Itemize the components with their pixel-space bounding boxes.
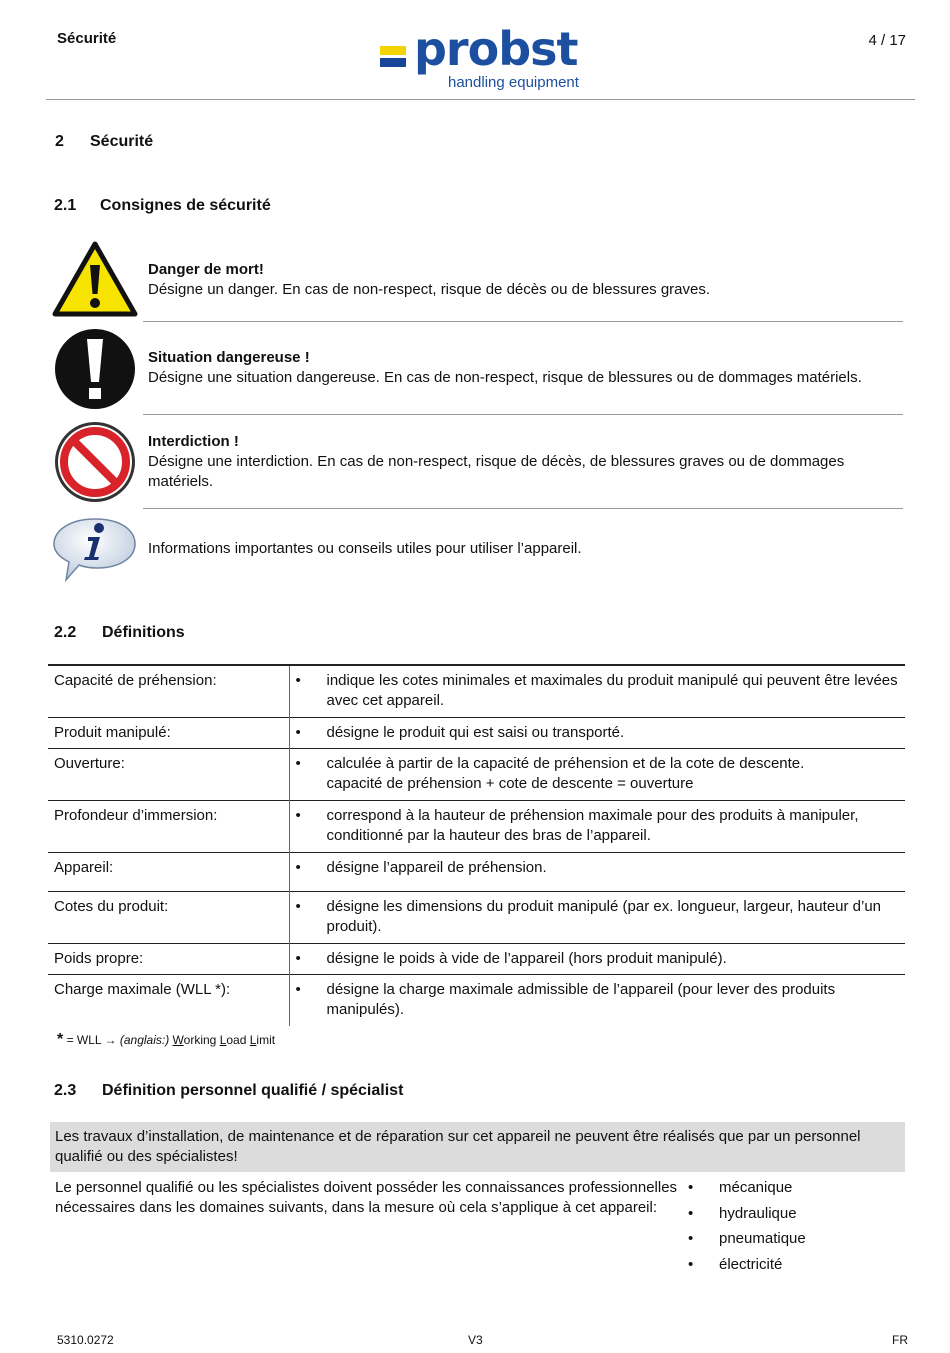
definition-value: désigne les dimensions du produit manipulé (par ex. longueur, largeur, hauteur d’un produit). (326, 897, 882, 935)
definition-term: Poids propre: (48, 943, 289, 974)
page-number: 4 / 17 (868, 32, 906, 49)
definition-text (289, 891, 905, 943)
list-item (686, 1178, 806, 1198)
domain-label: pneumatique (719, 1230, 806, 1247)
bullet: • (295, 806, 301, 824)
qualified-domains-list (686, 1178, 806, 1280)
prohibition-icon (52, 420, 138, 504)
bullet: • (295, 949, 301, 967)
subsection-heading-safety (54, 197, 271, 215)
subsection-number: 2.3 (54, 1082, 77, 1099)
definition-value: désigne la charge maximale admissible de l’appareil (pour lever des produits manipulés). (326, 980, 836, 1018)
definition-term: Cotes du produit: (48, 891, 289, 943)
definition-text (289, 943, 905, 974)
definition-term: Profondeur d’immersion: (48, 800, 289, 852)
table-row (48, 717, 905, 748)
subsection-heading-definitions (54, 624, 185, 642)
footnote-expansion: Working Load Limit (172, 1033, 276, 1047)
domain-label: électricité (719, 1255, 783, 1273)
footer-version: V3 (468, 1333, 483, 1347)
subsection-title: Consignes de sécurité (100, 197, 271, 214)
info-bubble-icon (52, 516, 138, 584)
bullet: • (688, 1179, 694, 1196)
list-item (686, 1229, 806, 1249)
definition-value: désigne le poids à vide de l’appareil (hors produit manipulé). (326, 949, 727, 967)
logo-blue-bar (380, 58, 406, 67)
header-section-label: Sécurité (57, 30, 117, 47)
domain-label: mécanique (719, 1179, 793, 1196)
domain-label: hydraulique (719, 1204, 797, 1222)
dangerous-situation-title: Situation dangereuse ! (148, 349, 310, 366)
bullet: • (295, 858, 301, 876)
definition-text (289, 974, 905, 1026)
bullet: • (295, 723, 301, 741)
divider (143, 508, 903, 509)
logo-yellow-bar (380, 46, 406, 55)
list-item (686, 1204, 806, 1224)
bullet: • (295, 980, 301, 998)
definition-value: calculée à partir de la capacité de préhension et de la cote de descente. (326, 754, 805, 772)
footnote-abbr: = WLL (66, 1033, 102, 1047)
table-row (48, 665, 905, 717)
section-number: 2 (55, 133, 64, 150)
subsection-title: Définition personnel qualifié / spécialist (102, 1082, 404, 1099)
table-row (48, 748, 905, 800)
section-title: Sécurité (90, 133, 154, 150)
bullet: • (688, 1255, 694, 1273)
bullet: • (295, 672, 301, 689)
info-description: Informations importantes ou conseils utiles pour utiliser l’appareil. (148, 540, 582, 557)
definition-text (289, 800, 905, 852)
footnote-language: (anglais:) (119, 1033, 170, 1047)
section-heading (55, 133, 153, 151)
table-row (48, 974, 905, 1026)
definition-value: indique les cotes minimales et maximales du produit manipulé qui peuvent être levées avec cet appareil. (326, 672, 898, 709)
dangerous-situation-description: Désigne une situation dangereuse. En cas de non-respect, risque de blessures ou de dommages matériels. (148, 369, 862, 386)
definition-value: désigne le produit qui est saisi ou transporté. (326, 723, 625, 741)
header-divider (46, 99, 915, 100)
qualified-intro: Le personnel qualifié ou les spécialistes doivent posséder les connaissances professionnelles nécessaires dans les domaines suivants, dans la mesure où cela s’applique à cet appareil: (55, 1179, 678, 1216)
definition-term: Charge maximale (WLL *): (48, 974, 289, 1026)
prohibition-text-block (148, 432, 888, 492)
definition-term: Ouverture: (48, 748, 289, 800)
warning-triangle-icon (52, 241, 138, 317)
definition-value: désigne l’appareil de préhension. (326, 858, 547, 876)
prohibition-title: Interdiction ! (148, 433, 239, 450)
definition-text (289, 852, 905, 891)
qualified-notice: Les travaux d’installation, de maintenance et de réparation sur cet appareil ne peuvent être réalisés que par un personnel qualifié ou des spécialistes! (50, 1122, 905, 1172)
divider (143, 414, 903, 415)
definition-value: correspond à la hauteur de préhension maximale pour des produits à manipuler, conditionné par la hauteur des bras de l’appareil. (326, 806, 859, 844)
bullet: • (688, 1204, 694, 1222)
logo-tagline: handling equipment (448, 74, 579, 91)
subsection-number: 2.1 (54, 197, 77, 214)
exclamation-circle-icon (52, 327, 138, 411)
dangerous-situation-text-block (148, 348, 888, 388)
footer-language: FR (892, 1333, 908, 1347)
subsection-number: 2.2 (54, 624, 77, 641)
definitions-table (48, 664, 905, 1026)
subsection-title: Définitions (102, 624, 185, 641)
prohibition-description: Désigne une interdiction. En cas de non-respect, risque de décès, de blessures graves ou de dommages matériels. (148, 453, 845, 490)
warning-description: Désigne un danger. En cas de non-respect, risque de décès ou de blessures graves. (148, 281, 711, 298)
table-row (48, 852, 905, 891)
footer-doc-number: 5310.0272 (57, 1333, 114, 1347)
definition-text (289, 748, 905, 800)
definition-term: Capacité de préhension: (48, 665, 289, 717)
bullet: • (295, 754, 301, 772)
definition-term: Appareil: (48, 852, 289, 891)
table-row (48, 891, 905, 943)
footnote-star: * (57, 1031, 64, 1048)
bullet: • (295, 897, 301, 915)
arrow-icon: → (104, 1033, 117, 1047)
wll-footnote (57, 1031, 275, 1049)
definition-formula: capacité de préhension + cote de descente = ouverture (326, 774, 694, 792)
warning-text-block (148, 260, 888, 300)
definition-term: Produit manipulé: (48, 717, 289, 748)
table-row (48, 943, 905, 974)
bullet: • (688, 1230, 694, 1247)
warning-title: Danger de mort! (148, 261, 264, 278)
subsection-heading-qualified (54, 1082, 403, 1100)
logo-wordmark: probst (414, 22, 578, 76)
probst-logo (378, 22, 593, 94)
divider (143, 321, 903, 322)
definition-text (289, 665, 905, 717)
list-item (686, 1255, 806, 1275)
definition-text (289, 717, 905, 748)
table-row (48, 800, 905, 852)
